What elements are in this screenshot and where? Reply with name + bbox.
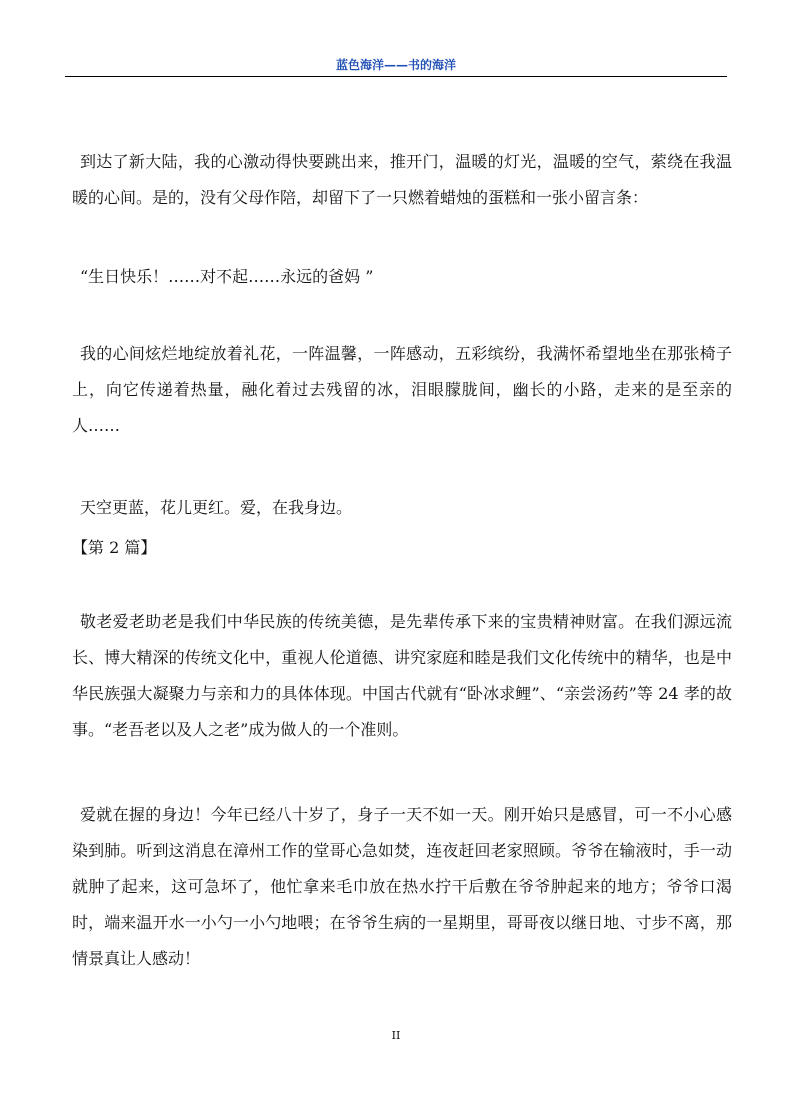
page-header bbox=[65, 54, 727, 77]
paragraph-respect-elders: 敬老爱老助老是我们中华民族的传统美德，是先辈传承下来的宝贵精神财富。在我们源远流长、博大精深的传统文化中，重视人伦道德、讲究家庭和睦是我们文化传统中的精华，也是中华民族强大凝聚力与亲和力的具体体现。中国古代就有“卧冰求鲤”、“亲尝汤药”等 24 孝的故事。“老吾老以及人之老”成为做人的一个准则。 bbox=[72, 612, 732, 739]
page-number: II bbox=[391, 1029, 401, 1042]
header-title: 蓝色海洋——书的海洋 bbox=[335, 58, 456, 72]
paragraph-fireworks-heart: 我的心间炫烂地绽放着礼花，一阵温馨，一阵感动，五彩缤纷，我满怀希望地坐在那张椅子上，向它传递着热量，融化着过去残留的冰，泪眼朦胧间，幽长的小路，走来的是至亲的人…… bbox=[72, 344, 732, 435]
paragraph-birthday-note: “生日快乐！……对不起……永远的爸妈 ” bbox=[80, 267, 374, 286]
paragraph-love-nearby: 爱就在握的身边！今年已经八十岁了，身子一天不如一天。刚开始只是感冒，可一不小心感染到肺。听到这消息在漳州工作的堂哥心急如焚，连夜赶回老家照顾。爷爷在输液时，手一动就肿了起来，这可急坏了，他忙拿来毛巾放在热水拧干后敷在爷爷肿起来的地方；爷爷口渴时，端来温开水一小勺一小勺地喂；在爷爷生病的一星期里，哥哥夜以继日地、寸步不离，那情景真让人感动！ bbox=[72, 805, 732, 968]
section-heading: 【第 2 篇】 bbox=[72, 538, 157, 557]
paragraph-sky-bluer: 天空更蓝，花儿更红。爱，在我身边。 bbox=[80, 498, 353, 517]
paragraph-new-continent: 到达了新大陆，我的心激动得快要跳出来，推开门，温暖的灯光，温暖的空气，萦绕在我温暖的心间。是的，没有父母作陪，却留下了一只燃着蜡烛的蛋糕和一张小留言条： bbox=[72, 152, 732, 207]
